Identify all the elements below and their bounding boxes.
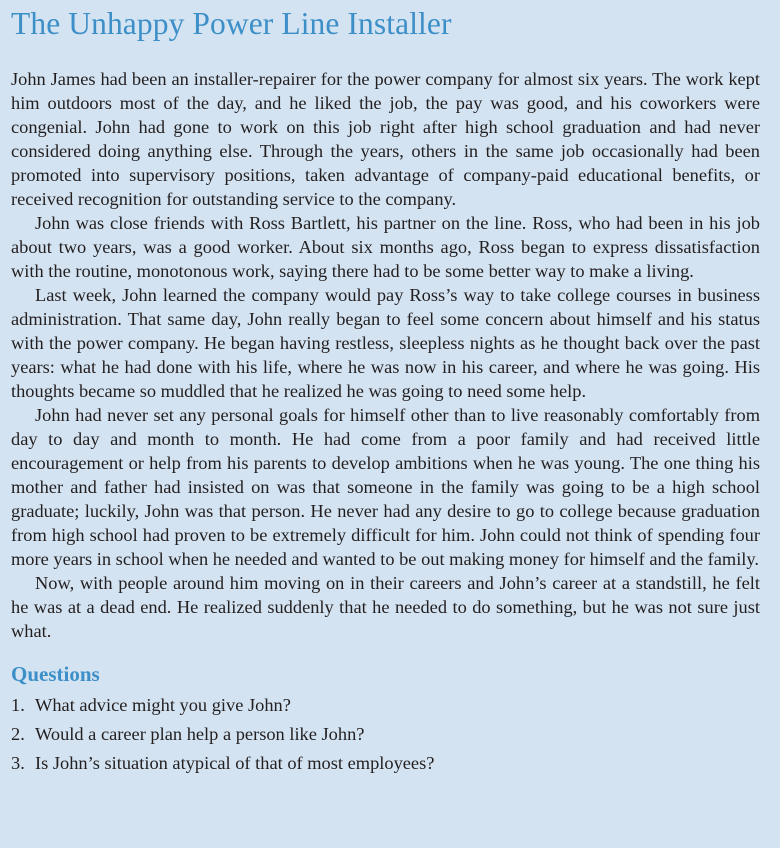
questions-list (11, 691, 760, 778)
paragraph: John was close friends with Ross Bartlett, his partner on the line. Ross, who had been in his job about two years, was a good worker. About six months ago, Ross began to express dissatisfaction with the routine, monotonous work, saying there had to be some better way to make a living. (11, 213, 760, 281)
paragraph: John had never set any personal goals for himself other than to live reasonably comfortably from day to day and month to month. He had come from a poor family and had received little encouragement or help from his parents to develop ambitions when he was young. The one thing his mother and father had insisted on was that someone in the family was going to be a high school graduate; luckily, John was that person. He never had any desire to go to college because graduation from high school had proven to be extremely difficult for him. John could not think of spending four more years in school when he needed and wanted to be out making money for himself and the family. (11, 405, 760, 569)
question-text: What advice might you give John? (35, 695, 291, 715)
paragraph: Last week, John learned the company would pay Ross’s way to take college courses in business administration. That same day, John really began to feel some concern about himself and his status with the power company. He began having restless, sleepless nights as he thought back over the past years: what he had done with his life, where he was now in his career, and where he was going. His thoughts became so muddled that he realized he was going to need some help. (11, 285, 760, 401)
paragraph: John James had been an installer-repairer for the power company for almost six years. The work kept him outdoors most of the day, and he liked the job, the pay was good, and his coworkers were congenial. John had gone to work on this job right after high school graduation and had never considered doing anything else. Through the years, others in the same job occasionally had been promoted into supervisory positions, taken advantage of company-paid educational benefits, or received recognition for outstanding service to the company. (11, 69, 760, 209)
question-item (11, 720, 760, 749)
questions-heading: Questions (11, 662, 100, 686)
case-body (11, 67, 760, 643)
question-text: Would a career plan help a person like John? (35, 724, 365, 744)
question-number: 3. (11, 753, 25, 773)
question-item (11, 749, 760, 778)
question-number: 1. (11, 695, 25, 715)
paragraph: Now, with people around him moving on in their careers and John’s career at a standstill, he felt he was at a dead end. He realized suddenly that he needed to do something, but he was not sure just what. (11, 573, 760, 641)
question-number: 2. (11, 724, 25, 744)
question-item (11, 691, 760, 720)
question-text: Is John’s situation atypical of that of most employees? (35, 753, 435, 773)
case-title: The Unhappy Power Line Installer (11, 6, 452, 41)
